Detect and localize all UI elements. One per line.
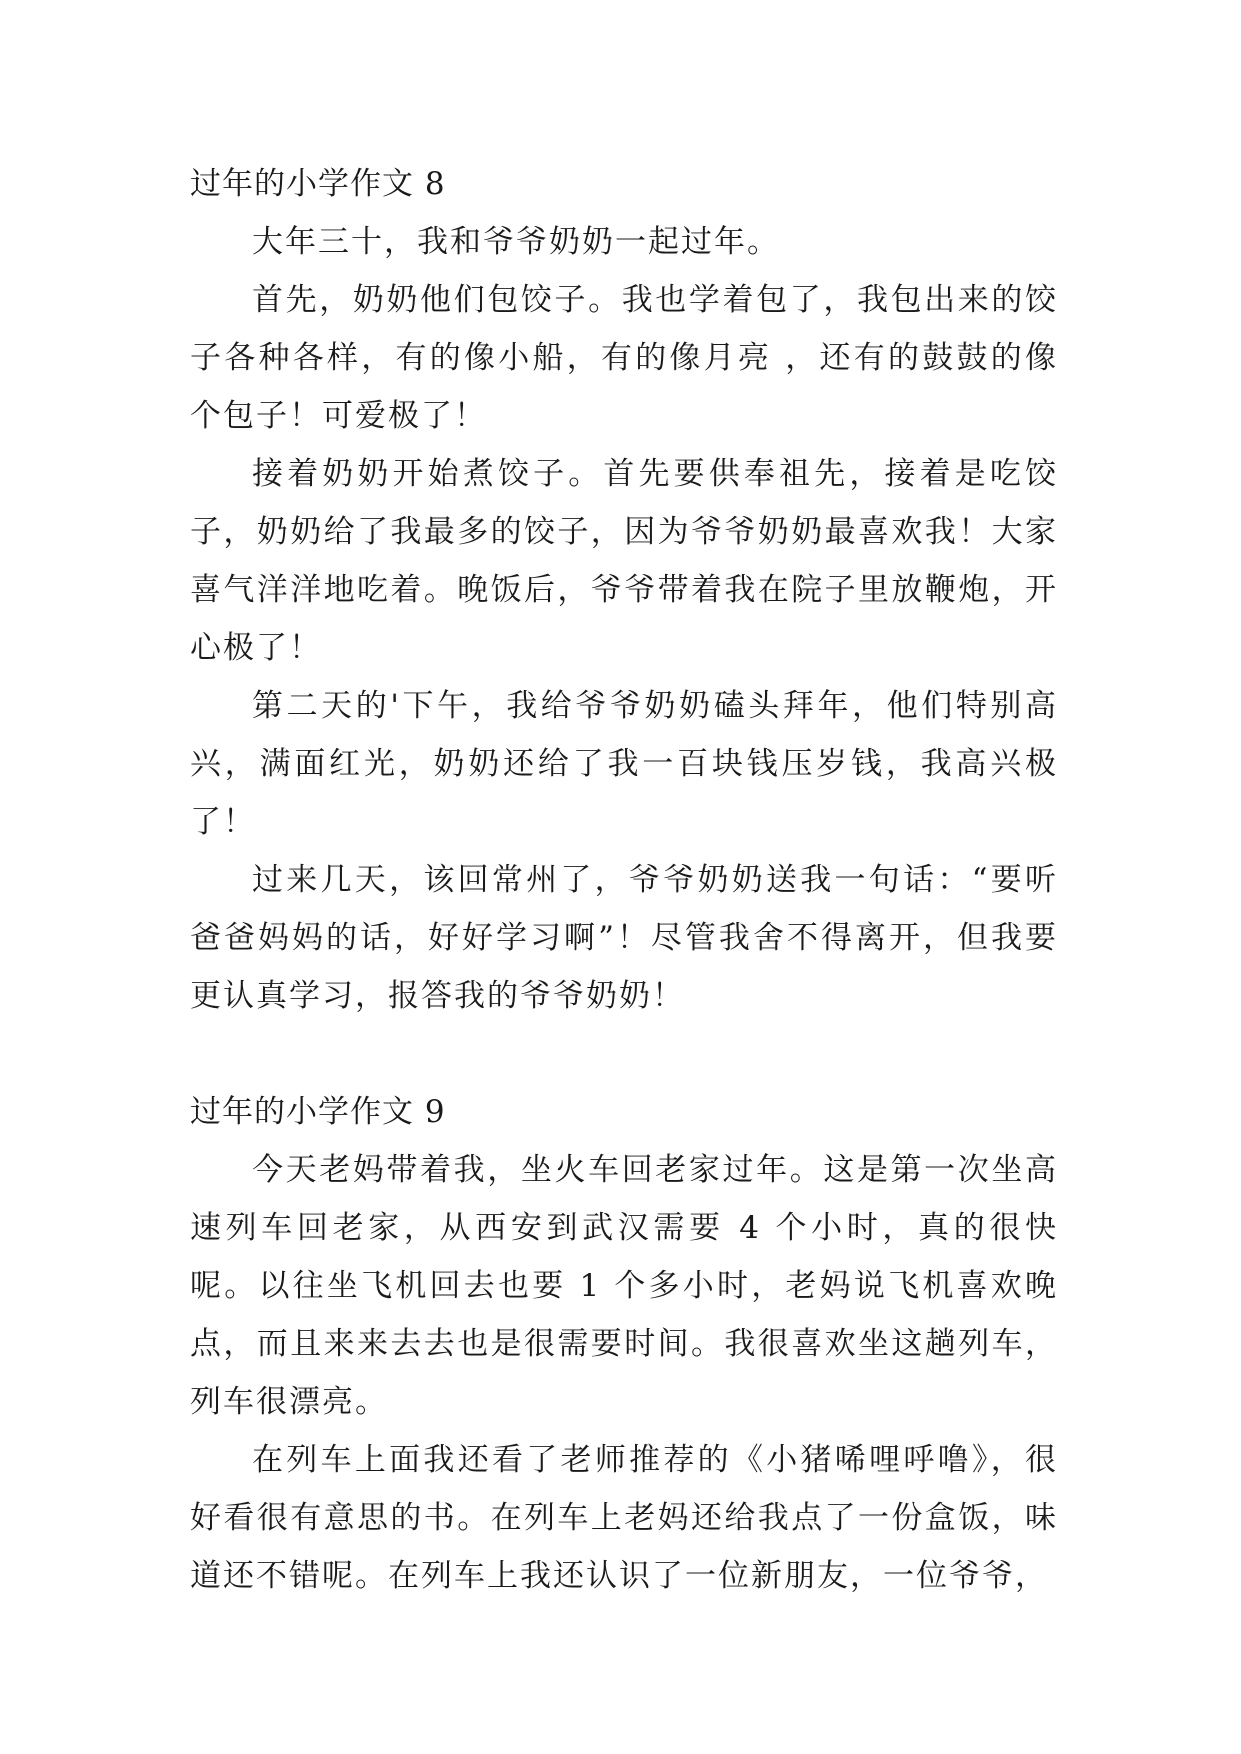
essay-title: 过年的小学作文 8	[190, 166, 446, 202]
essay-paragraph: 过来几天，该回常州了，爷爷奶奶送我一句话：“要听爸爸妈妈的话，好好学习啊”！尽管我舍不得离开，但我要更认真学习，报答我的爷爷奶奶！	[190, 862, 1058, 1014]
section-spacer	[190, 1025, 1058, 1083]
essay-9	[190, 1083, 1058, 1605]
essay-8	[190, 155, 1058, 1025]
essay-title: 过年的小学作文 9	[190, 1094, 446, 1130]
document-body	[190, 155, 1058, 1605]
essay-paragraph: 接着奶奶开始煮饺子。首先要供奉祖先，接着是吃饺子，奶奶给了我最多的饺子，因为爷爷奶奶最喜欢我！大家喜气洋洋地吃着。晚饭后，爷爷带着我在院子里放鞭炮，开心极了！	[190, 456, 1058, 666]
essay-paragraph: 今天老妈带着我，坐火车回老家过年。这是第一次坐高速列车回老家，从西安到武汉需要 4 个小时，真的很快呢。以往坐飞机回去也要 1 个多小时，老妈说飞机喜欢晚点，而且来来去去也是很需要时间。我很喜欢坐这趟列车，列车很漂亮。	[190, 1152, 1058, 1420]
essay-paragraph: 首先，奶奶他们包饺子。我也学着包了，我包出来的饺子各种各样，有的像小船，有的像月亮 ，还有的鼓鼓的像个包子！可爱极了！	[190, 282, 1058, 434]
essay-paragraph: 大年三十，我和爷爷奶奶一起过年。	[252, 224, 780, 260]
essay-paragraph: 第二天的'下午，我给爷爷奶奶磕头拜年，他们特别高兴，满面红光，奶奶还给了我一百块钱压岁钱，我高兴极了！	[190, 688, 1058, 840]
essay-paragraph: 在列车上面我还看了老师推荐的《小猪唏哩呼噜》，很好看很有意思的书。在列车上老妈还给我点了一份盒饭，味道还不错呢。在列车上我还认识了一位新朋友，一位爷爷，	[190, 1442, 1058, 1594]
